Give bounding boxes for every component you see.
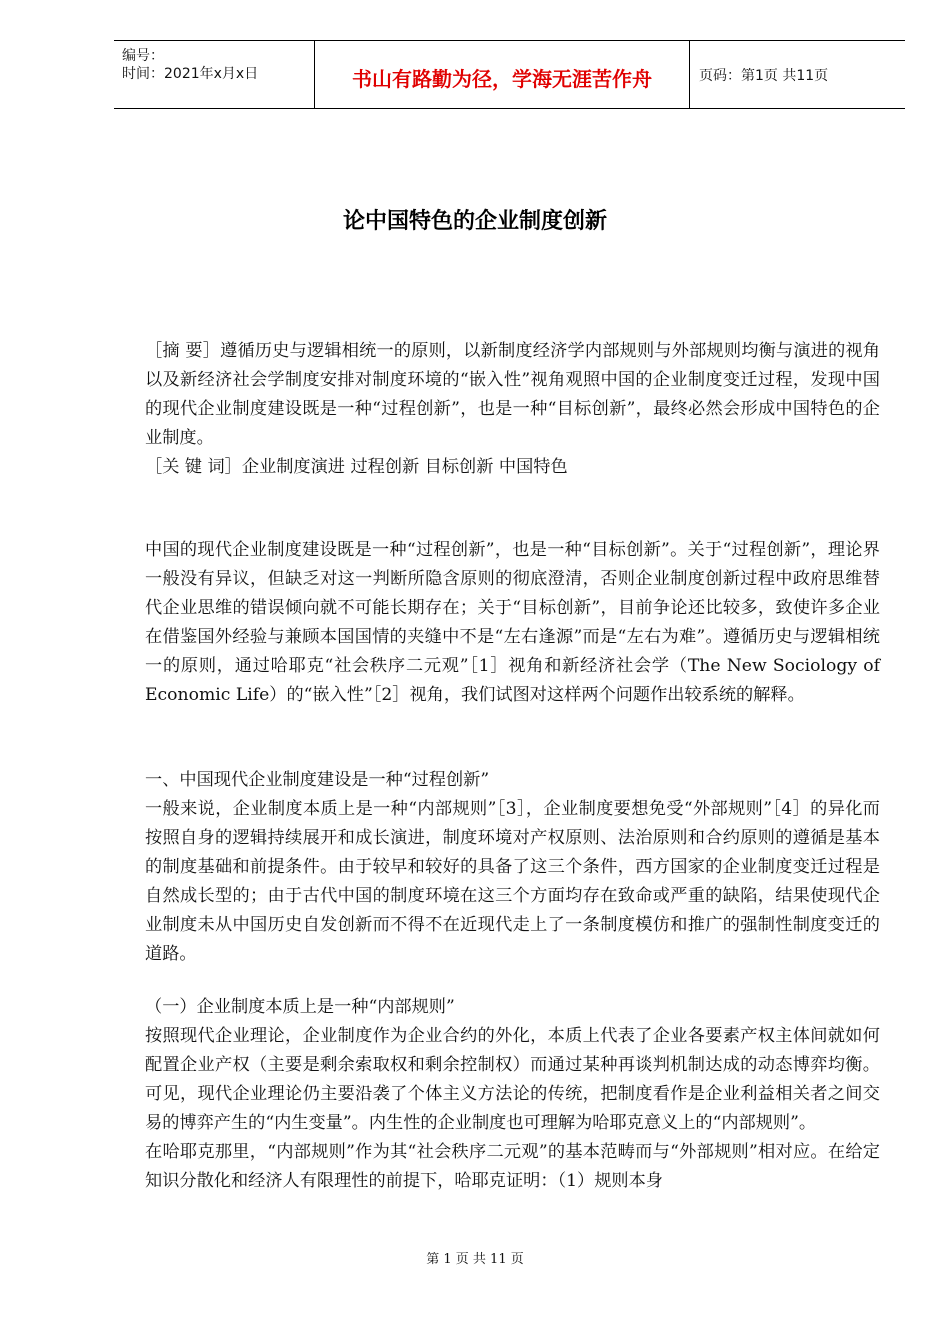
keywords-text: ［关 键 词］企业制度演进 过程创新 目标创新 中国特色 [145, 457, 568, 477]
intro-paragraph: 中国的现代企业制度建设既是一种“过程创新”，也是一种“目标创新”。关于“过程创新”，理论界一般没有异议，但缺乏对这一判断所隐含原则的彻底澄清，否则企业制度创新过程中政府思维替代企业思维的错误倾向就不可能长期存在；关于“目标创新”，目前争论还比较多，致使许多企业在借鉴国外经验与兼顾本国国情的夹缝中不是“左右逢源”而是“左右为难”。遵循历史与逻辑相统一的原则，通过哈耶克“社会秩序二元观”［1］视角和新经济社会学（The New Sociology of Economic Life）的“嵌入性”［2］视角，我们试图对这样两个问题作出较系统的解释。 [145, 540, 880, 705]
intro-block [145, 536, 880, 710]
abstract-text: ［摘 要］遵循历史与逻辑相统一的原则，以新制度经济学内部规则与外部规则均衡与演进的视角以及新经济社会学制度安排对制度环境的“嵌入性”视角观照中国的企业制度变迁过程，发现中国的现代企业制度建设既是一种“过程创新”，也是一种“目标创新”，最终必然会形成中国特色的企业制度。 [145, 341, 880, 448]
header-page-cell [689, 41, 905, 108]
header-motto-cell [314, 41, 690, 108]
abstract-block [145, 337, 880, 482]
section-1 [145, 766, 880, 969]
document-title: 论中国特色的企业制度创新 [342, 209, 607, 234]
header-number-label: 编号： [122, 48, 164, 64]
section-heading: 一、中国现代企业制度建设是一种“过程创新” [145, 770, 490, 790]
header-page-info: 页码：第1页 共11页 [699, 68, 829, 84]
header-time-label: 时间：2021年x月x日 [122, 66, 259, 82]
header-meta-cell [114, 41, 314, 108]
section-paragraph: 一般来说，企业制度本质上是一种“内部规则”［3］，企业制度要想免受“外部规则”［4］的异化而按照自身的逻辑持续展开和成长演进，制度环境对产权原则、法治原则和合约原则的遵循是基本的制度基础和前提条件。由于较早和较好的具备了这三个条件，西方国家的企业制度变迁过程是自然成长型的；由于古代中国的制度环境在这三个方面均存在致命或严重的缺陷，结果使现代企业制度未从中国历史自发创新而不得不在近现代走上了一条制度模仿和推广的强制性制度变迁的道路。 [145, 799, 880, 964]
subsection-heading: （一）企业制度本质上是一种“内部规则” [145, 997, 455, 1017]
subsection-1 [145, 993, 880, 1196]
subsection-paragraph: 在哈耶克那里，“内部规则”作为其“社会秩序二元观”的基本范畴而与“外部规则”相对应。在给定知识分散化和经济人有限理性的前提下，哈耶克证明：（1）规则本身 [145, 1142, 880, 1191]
page-footer: 第 1 页 共 11 页 [426, 1252, 524, 1267]
subsection-paragraph: 按照现代企业理论，企业制度作为企业合约的外化，本质上代表了企业各要素产权主体间就如何配置企业产权（主要是剩余索取权和剩余控制权）而通过某种再谈判机制达成的动态博弈均衡。可见，现代企业理论仍主要沿袭了个体主义方法论的传统，把制度看作是企业利益相关者之间交易的博弈产生的“内生变量”。内生性的企业制度也可理解为哈耶克意义上的“内部规则”。 [145, 1026, 880, 1133]
header-motto: 书山有路勤为径，学海无涯苦作舟 [352, 67, 652, 91]
document-header [114, 40, 905, 109]
